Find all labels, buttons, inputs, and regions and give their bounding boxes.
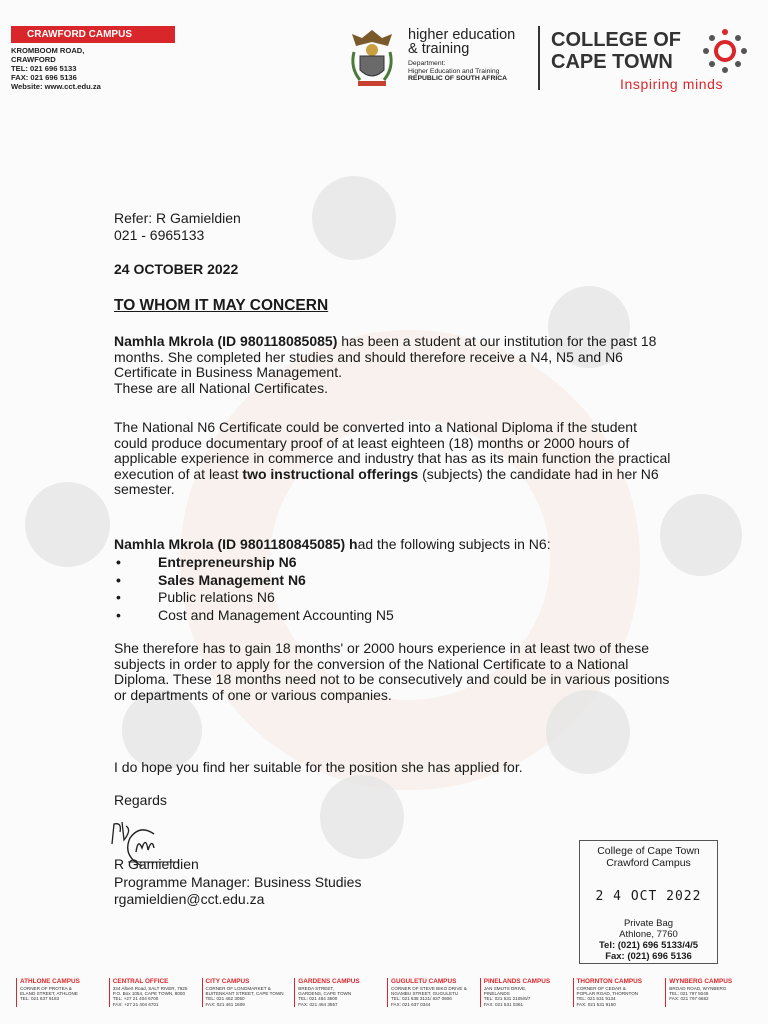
campus-name: THORNTON CAMPUS bbox=[576, 978, 643, 985]
campus-line: TEL: 021 531 2105/6/7 bbox=[483, 996, 531, 1002]
list-item: • Entrepreneurship N6 bbox=[114, 554, 394, 572]
address-line: KROMBOOM ROAD, bbox=[11, 46, 85, 55]
college-name-line: COLLEGE OF bbox=[551, 29, 681, 51]
campus-line: FAX: 021 464 3557 bbox=[298, 1001, 338, 1007]
campus-line: BROAD ROAD, WYNBERG bbox=[669, 986, 727, 991]
campus-line: ELAND STREET, ATHLONE bbox=[20, 991, 78, 997]
campus-line: TEL: 021 464 3500 bbox=[298, 996, 338, 1002]
stamp-fax: Fax: (021) 696 5136 bbox=[605, 951, 692, 962]
coat-of-arms-icon bbox=[346, 26, 398, 88]
campus-line: FAX: 021 797 6682 bbox=[669, 996, 709, 1002]
campus-banner: CRAWFORD CAMPUS bbox=[11, 26, 175, 43]
signatory-name: R Gamieldien bbox=[114, 856, 199, 872]
official-stamp bbox=[579, 840, 718, 964]
dept-title bbox=[408, 28, 515, 56]
footer-campus bbox=[573, 978, 664, 1007]
campus-line: POPLAR ROAD, THORNTON bbox=[576, 991, 639, 997]
signatory-title: Programme Manager: Business Studies bbox=[114, 874, 362, 890]
campus-line: TEL: 021 531 9134 bbox=[576, 996, 616, 1002]
footer-campus bbox=[387, 978, 478, 1007]
campus-name: ATHLONE CAMPUS bbox=[20, 978, 80, 985]
paragraph-1-text: has been a student at our institution for the past 18 months. She completed her studies and should therefore receive a N4, N5 and N6 Certificate in Business Management. bbox=[114, 333, 657, 381]
regards: Regards bbox=[114, 792, 167, 808]
stamp-line: College of Cape Town bbox=[597, 845, 700, 857]
letter-date: 24 OCTOBER 2022 bbox=[114, 261, 239, 277]
watermark-dot bbox=[320, 775, 404, 859]
dept-sub-line: Higher Education and Training bbox=[408, 67, 500, 75]
campus-line: JAN SMUTS DRIVE, bbox=[483, 986, 527, 991]
stamp-addr-line: Athlone, 7760 bbox=[619, 929, 678, 940]
campus-line: P.O. Box 1054, CAPE TOWN, 8000 bbox=[112, 991, 186, 997]
watermark-dot bbox=[660, 494, 742, 576]
list-item: • Public relations N6 bbox=[114, 589, 394, 607]
footer-campus bbox=[202, 978, 293, 1007]
paragraph-5: I do hope you find her suitable for the position she has applied for. bbox=[114, 759, 523, 775]
paragraph-3 bbox=[114, 537, 674, 553]
campus-line: TEL: 021 638 3121/ 637 0606 bbox=[391, 996, 452, 1002]
list-item: • Sales Management N6 bbox=[114, 572, 394, 590]
student-name-id-2: Namhla Mkrola (ID 9801180845085) h bbox=[114, 536, 358, 552]
stamp-addr-line: Private Bag bbox=[623, 918, 674, 929]
footer-campus bbox=[294, 978, 385, 1007]
campus-line: TEL: 021 637 9183 bbox=[20, 996, 60, 1002]
stamp-tel: Tel: (021) 696 5133/4/5 bbox=[598, 940, 699, 951]
college-tagline: Inspiring minds bbox=[620, 76, 724, 92]
campus-name: CENTRAL OFFICE bbox=[112, 978, 169, 985]
campus-line: NGAMBU STREET, GUGULETU bbox=[391, 991, 459, 997]
address-line: CRAWFORD bbox=[11, 55, 56, 64]
footer-campus bbox=[665, 978, 756, 1007]
campus-line: CORNER OF PROTEA & bbox=[20, 986, 72, 991]
signatory-email: rgamieldien@cct.edu.za bbox=[114, 891, 265, 907]
header-divider bbox=[538, 26, 540, 90]
paragraph-3-text: ad the following subjects in N6: bbox=[357, 536, 551, 552]
paragraph-2 bbox=[114, 420, 674, 498]
college-logo-icon bbox=[702, 28, 748, 74]
campus-line: 334 Albert Road, SALT RIVER, 7925 bbox=[112, 986, 188, 991]
stamp-address bbox=[580, 918, 717, 962]
subjects-list bbox=[114, 554, 394, 624]
address-line: FAX: 021 696 5136 bbox=[11, 73, 77, 82]
campus-address bbox=[11, 46, 101, 91]
address-line: TEL: 021 696 5133 bbox=[11, 64, 77, 73]
campus-line: CORNER OF LONGMARKET & bbox=[205, 986, 271, 991]
campus-line: TEL: 021 797 5049 bbox=[669, 991, 709, 997]
dept-title-line: higher education bbox=[408, 27, 516, 43]
paragraph-1-line-2: These are all National Certificates. bbox=[114, 379, 328, 396]
stamp-date: 2 4 OCT 2022 bbox=[595, 889, 702, 904]
campus-line: FAX: 021 637 0344 bbox=[391, 1001, 431, 1007]
campus-line: FAX: 021 461 1609 bbox=[205, 1001, 245, 1007]
campus-name: GARDENS CAMPUS bbox=[298, 978, 360, 985]
campus-line: PINELANDS bbox=[483, 991, 510, 997]
watermark-dot bbox=[25, 482, 110, 567]
campus-line: CORNER OF STEVE BIKO DRIVE & bbox=[391, 986, 467, 991]
footer-campus bbox=[109, 978, 200, 1007]
campus-line: CORNER OF CEDAR & bbox=[576, 986, 626, 991]
paragraph-2-bold: two instructional offerings bbox=[242, 465, 419, 482]
refer-line: Refer: R Gamieldien bbox=[114, 210, 241, 226]
watermark-dot bbox=[312, 176, 396, 260]
campus-line: FAX: +27 21 404 6701 bbox=[112, 1001, 159, 1007]
footer-campus bbox=[16, 978, 107, 1007]
college-name-line: CAPE TOWN bbox=[551, 51, 673, 73]
website-line: Website: www.cct.edu.za bbox=[11, 82, 101, 91]
list-item: • Cost and Management Accounting N5 bbox=[114, 607, 394, 625]
campus-line: TEL: 021 462 3050 bbox=[205, 996, 245, 1002]
dept-sub-line: Department: bbox=[408, 60, 446, 67]
paragraph-2-end: (subjects) the candidate had in her N6 semester. bbox=[114, 465, 659, 498]
campus-line: BREDA STREET, bbox=[298, 986, 334, 991]
student-name-id: Namhla Mkrola (ID 980118085085) bbox=[114, 333, 338, 349]
college-name bbox=[551, 29, 681, 73]
footer-campuses bbox=[16, 978, 756, 1007]
stamp-line: Crawford Campus bbox=[606, 857, 691, 869]
campus-line: GARDENS, CAPE TOWN bbox=[298, 991, 352, 997]
campus-name: CITY CAMPUS bbox=[205, 978, 250, 985]
campus-line: FAX: 021 531 0361 bbox=[483, 1001, 524, 1007]
campus-name: PINELANDS CAMPUS bbox=[483, 978, 551, 985]
dept-title-line: & training bbox=[408, 41, 470, 57]
campus-name: WYNBERG CAMPUS bbox=[669, 978, 733, 985]
letter-heading: TO WHOM IT MAY CONCERN bbox=[114, 297, 329, 314]
campus-line: TEL: +27 21 404 6700 bbox=[112, 996, 159, 1002]
footer-campus bbox=[480, 978, 571, 1007]
paragraph-4: She therefore has to gain 18 months' or 2000 hours experience in at least two of these subjects in order to apply for the conversion of the National Certificate to a National Diploma. These 18 months need not to be consecutively and could be in various positions or departments of one or various companies. bbox=[114, 640, 670, 703]
paragraph-1 bbox=[114, 334, 674, 396]
refer-phone: 021 - 6965133 bbox=[114, 227, 205, 243]
campus-name: GUGULETU CAMPUS bbox=[391, 978, 457, 985]
dept-sub-line: REPUBLIC OF SOUTH AFRICA bbox=[408, 75, 508, 83]
campus-line: FAX: 021 531 9150 bbox=[576, 1001, 616, 1007]
dept-subtitle bbox=[408, 60, 507, 83]
campus-line: BUITENKANT STREET, CAPE TOWN bbox=[205, 991, 284, 997]
paragraph-2-text: The National N6 Certificate could be converted into a National Diploma if the student could produce documentary proof of at least eighteen (18) months or 2000 hours of applicable experience in commerce and industry that has as its main function the practical execution of at least bbox=[114, 419, 671, 482]
